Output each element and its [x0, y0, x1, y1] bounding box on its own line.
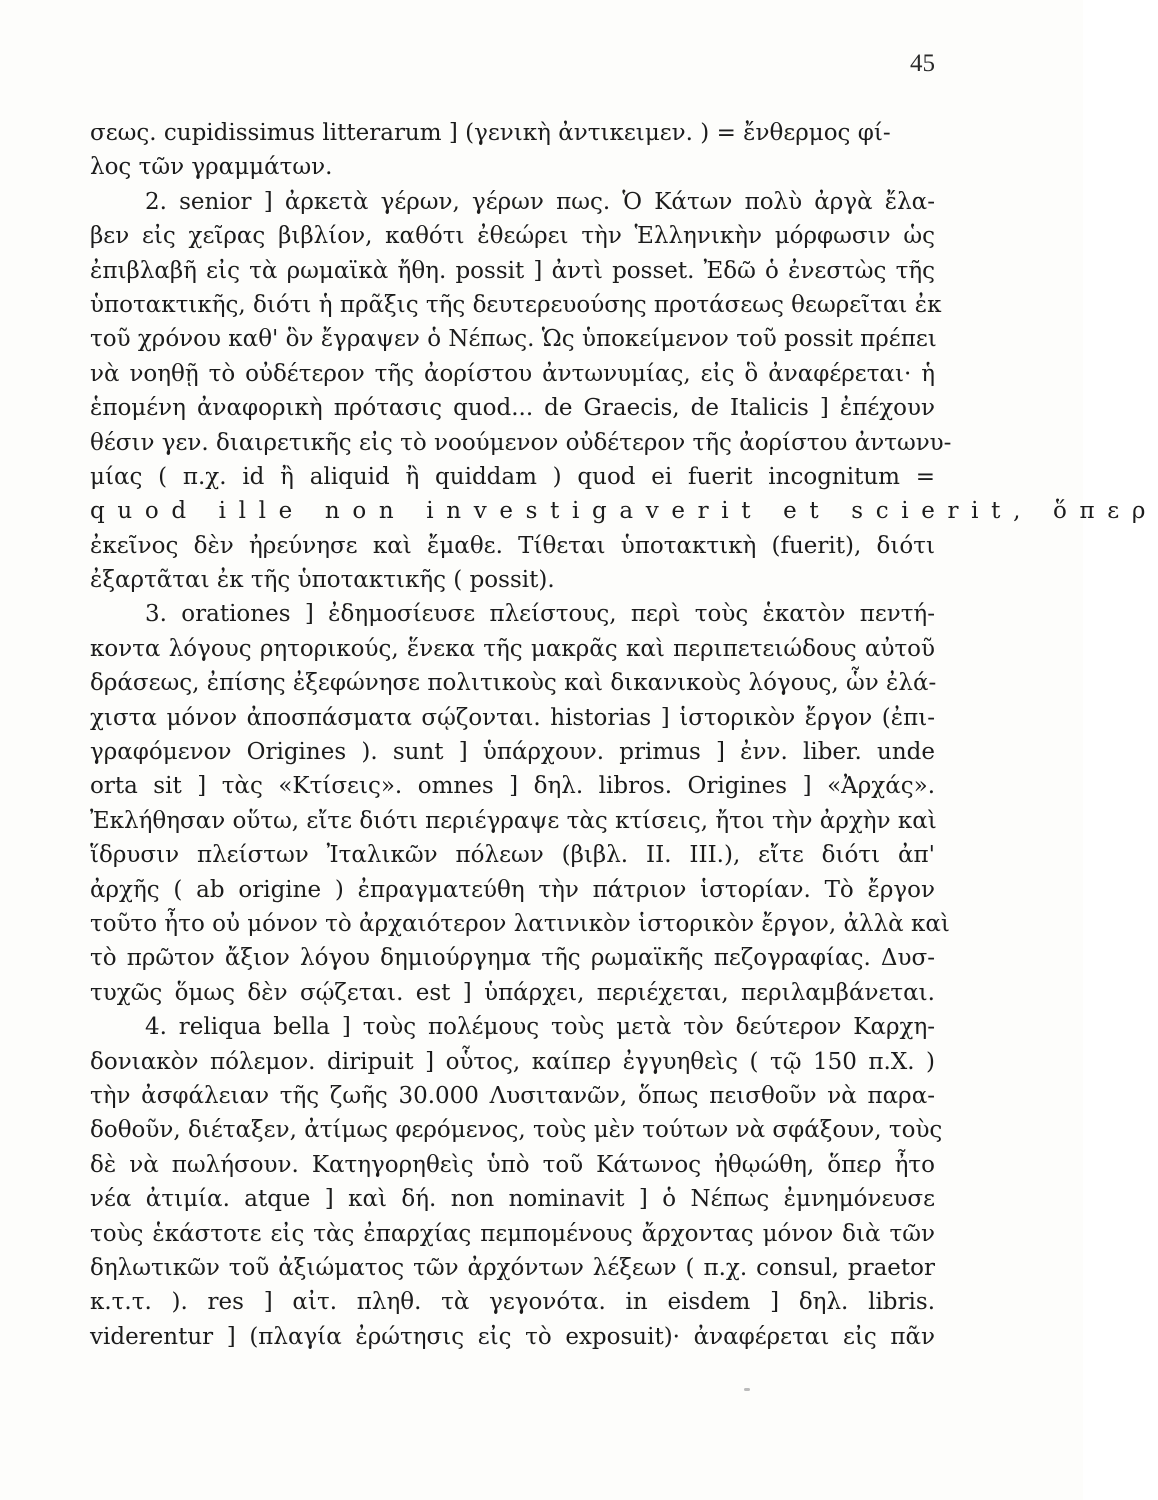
text-line: τὴν ἀσφάλειαν τῆς ζωῆς 30.000 Λυσιτανῶν, ὅπως πεισθοῦν νὰ παρα- [90, 1082, 935, 1109]
text-line: ἐκεῖνος δὲν ἠρεύνησε καὶ ἔμαθε. Τίθεται ὑποτακτικὴ (fuerit), διότι [90, 532, 935, 559]
text-line: ἑπομένη ἀναφορικὴ πρότασις quod... de Graecis, de Italicis ] ἐπέχουν [90, 395, 935, 422]
text-line: ἐξαρτᾶται ἐκ τῆς ὑποτακτικῆς ( possit). [90, 567, 555, 594]
text-line: ἵδρυσιν πλείστων Ἰταλικῶν πόλεων (βιβλ. II. III.), εἴτε διότι ἀπ' [90, 842, 935, 869]
text-line: ὑποτακτικῆς, διότι ἡ πρᾶξις τῆς δευτερευούσης προτάσεως θεωρεῖται ἐκ [90, 291, 942, 318]
text-line: δηλωτικῶν τοῦ ἀξιώματος τῶν ἀρχόντων λέξεων ( π.χ. consul, praetor [90, 1254, 935, 1281]
text-line: orta sit ] τὰς «Κτίσεις». omnes ] δηλ. libros. Origines ] «Ἀρχάς». [90, 773, 935, 800]
text-line: ἐπιβλαβῆ εἰς τὰ ρωμαϊκὰ ἤθη. possit ] ἀντὶ posset. Ἐδῶ ὁ ἐνεστὼς τῆς [90, 257, 935, 284]
text-line: δὲ νὰ πωλήσουν. Κατηγορηθεὶς ὑπὸ τοῦ Κάτωνος ἠθῳώθη, ὅπερ ἦτο [90, 1151, 935, 1178]
text-line: μίας ( π.χ. id ἢ aliquid ἢ quiddam ) quod ei fuerit incognitum = [90, 463, 935, 490]
text-line: δονιακὸν πόλεμον. diripuit ] οὗτος, καίπερ ἐγγυηθεὶς ( τῷ 150 π.Χ. ) [90, 1048, 935, 1075]
text-line: κοντα λόγους ρητορικούς, ἕνεκα τῆς μακρᾶς καὶ περιπετειώδους αὐτοῦ [90, 635, 935, 662]
text-line: Ἐκλήθησαν οὕτω, εἴτε διότι περιέγραψε τὰς κτίσεις, ἤτοι τὴν ἀρχὴν καὶ [90, 807, 937, 834]
text-line: τοῦτο ἦτο οὐ μόνον τὸ ἀρχαιότερον λατινικὸν ἱστορικὸν ἔργον, ἀλλὰ καὶ [90, 910, 950, 937]
text-line: τυχῶς ὅμως δὲν σῴζεται. est ] ὑπάρχει, περιέχεται, περιλαμβάνεται. [90, 979, 935, 1006]
text-line: 2. senior ] ἀρκετὰ γέρων, γέρων πως. Ὁ Κάτων πολὺ ἀργὰ ἔλα- [145, 188, 935, 215]
text-line: viderentur ] (πλαγία ἐρώτησις εἰς τὸ exposuit)· ἀναφέρεται εἰς πᾶν [90, 1323, 935, 1350]
text-line: δοθοῦν, διέταξεν, ἀτίμως φερόμενος, τοὺς μὲν τούτων νὰ σφάξουν, τοὺς [90, 1117, 943, 1144]
text-line: ἀρχῆς ( ab origine ) ἐπραγματεύθη τὴν πάτριον ἱστορίαν. Τὸ ἔργον [90, 876, 935, 903]
text-line: νέα ἀτιμία. atque ] καὶ δή. non nominavit ] ὁ Νέπως ἐμνημόνευσε [90, 1186, 935, 1213]
text-line: 4. reliqua bella ] τοὺς πολέμους τοὺς μετὰ τὸν δεύτερον Καρχη- [145, 1014, 935, 1041]
text-line: λος τῶν γραμμάτων. [90, 154, 333, 181]
text-line: κ.τ.τ. ). res ] αἰτ. πληθ. τὰ γεγονότα. in eisdem ] δηλ. libris. [90, 1289, 935, 1316]
ink-smudge [744, 1388, 750, 1391]
commentary-text [90, 116, 1158, 1354]
page-number: 45 [910, 50, 935, 77]
text-line: 3. orationes ] ἐδημοσίευσε πλείστους, περὶ τοὺς ἑκατὸν πεντή- [145, 601, 935, 628]
text-line: χιστα μόνον ἀποσπάσματα σῴζονται. historias ] ἱστορικὸν ἔργον (ἐπι- [90, 704, 935, 731]
text-line: νὰ νοηθῇ τὸ οὐδέτερον τῆς ἀορίστου ἀντωνυμίας, εἰς ὃ ἀναφέρεται· ἡ [90, 360, 935, 387]
text-line: θέσιν γεν. διαιρετικῆς εἰς τὸ νοούμενον οὐδέτερον τῆς ἀορίστου ἀντωνυ- [90, 429, 952, 456]
text-line: τὸ πρῶτον ἄξιον λόγου δημιούργημα τῆς ρωμαϊκῆς πεζογραφίας. Δυσ- [90, 945, 935, 972]
text-line: βεν εἰς χεῖρας βιβλίον, καθότι ἐθεώρει τὴν Ἑλληνικὴν μόρφωσιν ὡς [90, 223, 935, 250]
text-line: τοῦ χρόνου καθ' ὃν ἔγραψεν ὁ Νέπως. Ὡς ὑποκείμενον τοῦ possit πρέπει [90, 326, 937, 353]
text-line: δράσεως, ἐπίσης ἐξεφώνησε πολιτικοὺς καὶ δικανικοὺς λόγους, ὧν ἐλά- [90, 670, 937, 697]
text-line: σεως. cupidissimus litterarum ] (γενικὴ ἀντικειμεν. ) = ἔνθερμος φί- [90, 120, 891, 146]
text-line: quod ille non investigaverit et scierit, ὅπερ [90, 498, 1158, 525]
text-line: γραφόμενον Origines ). sunt ] ὑπάρχουν. primus ] ἐνν. liber. unde [90, 739, 935, 766]
text-line: τοὺς ἑκάστοτε εἰς τὰς ἐπαρχίας πεμπομένους ἄρχοντας μόνον διὰ τῶν [90, 1220, 935, 1247]
